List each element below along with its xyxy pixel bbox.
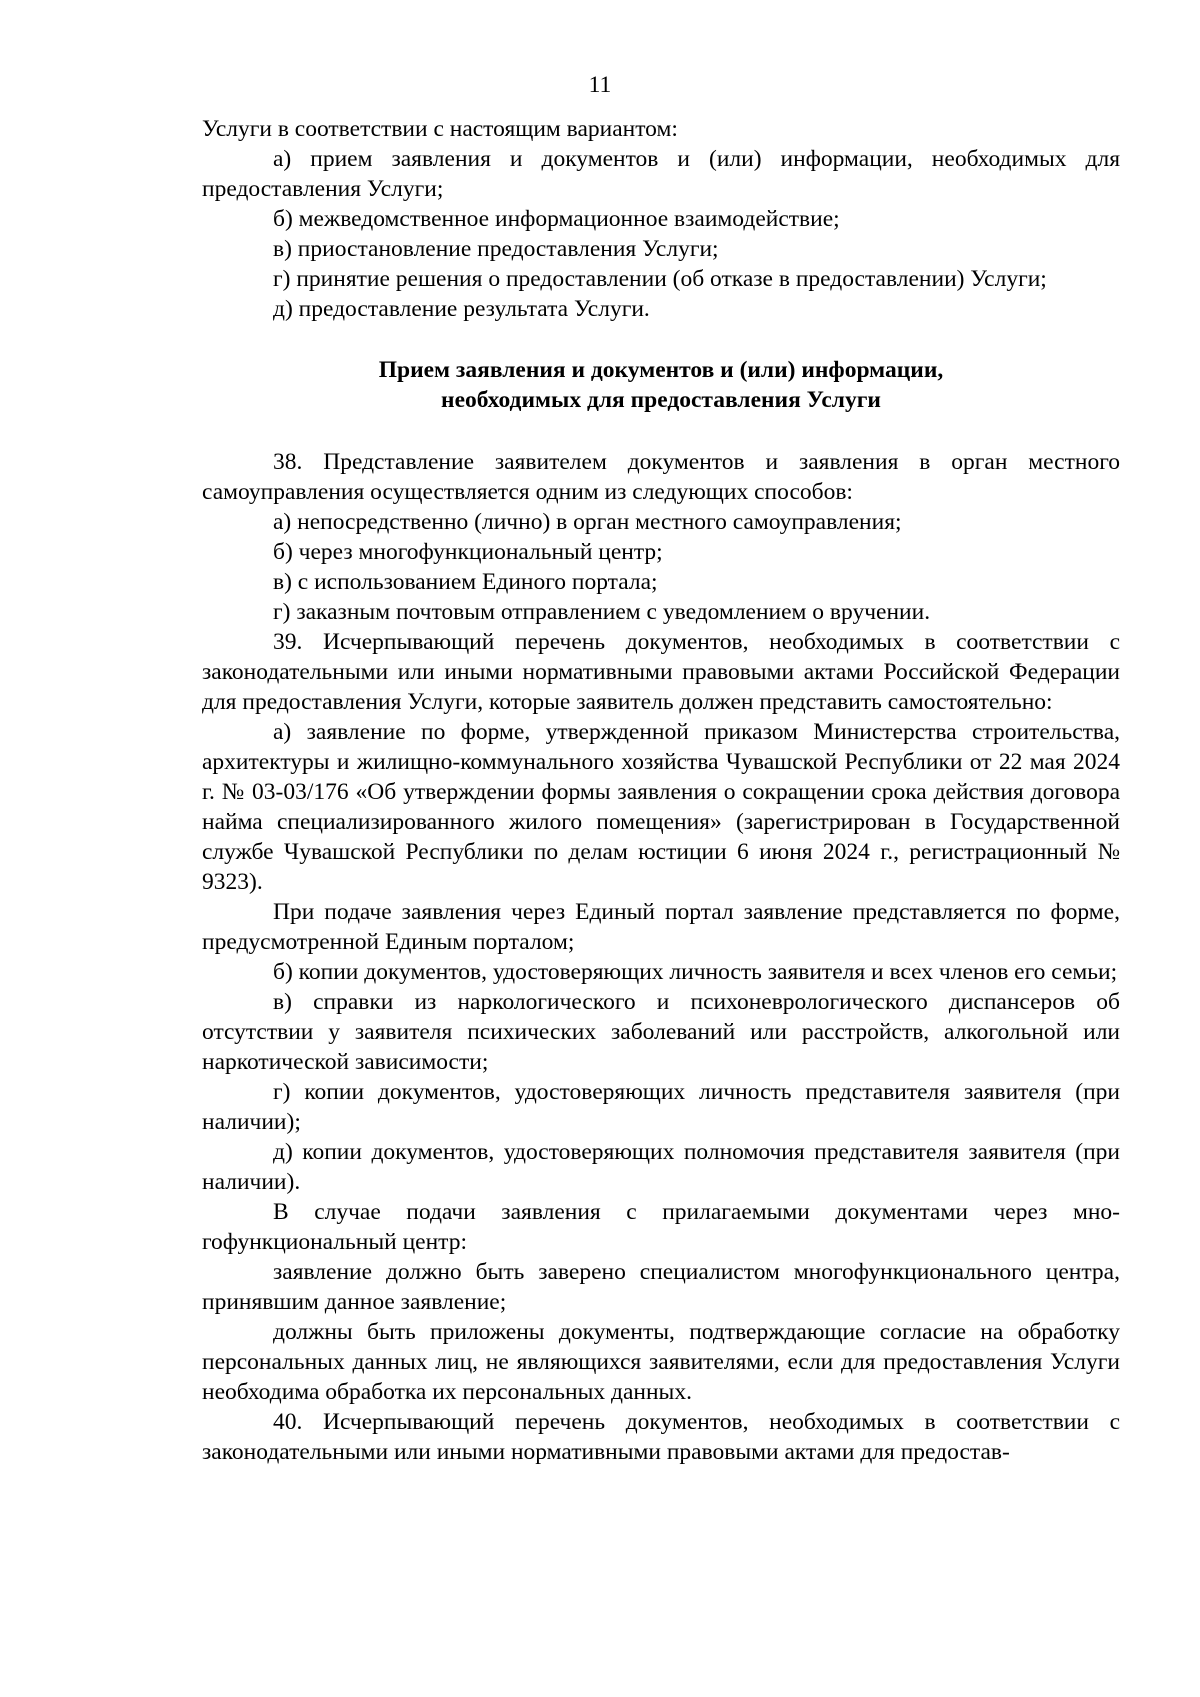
document-body (202, 114, 1120, 1467)
paragraph-38-b: б) через многофункциональный центр; (273, 539, 663, 565)
section-heading-line-2: необходимых для предоставления Услуги (441, 387, 881, 413)
paragraph-39-portal: При подаче заявления через Единый портал заявление представляется по форме, предусмотренной Единым порталом; (202, 899, 1120, 955)
list-item-g: г) принятие решения о предоставлении (об отказе в предоставлении) Услуги; (273, 266, 1047, 292)
list-item-a: а) прием заявления и документов и (или) информации, необходимых для предоставления Услуги; (202, 146, 1120, 202)
list-item-v: в) приостановление предоставления Услуги; (273, 236, 719, 262)
section-heading-line-1: Прием заявления и документов и (или) информации, (378, 357, 944, 383)
paragraph-mfc-certified: заявление должно быть заверено специалистом многофункционального центра, принявшим данное заявление; (202, 1259, 1120, 1315)
paragraph-40: 40. Исчерпывающий перечень документов, необходимых в соответствии с законодательными или иными нормативными правовыми актами для предостав- (202, 1409, 1120, 1465)
paragraph-mfc-case: В случае подачи заявления с прилагаемыми документами через многофункциональный центр: (202, 1199, 1120, 1255)
list-item-b: б) межведомственное информационное взаимодействие; (273, 206, 840, 232)
section-heading (202, 355, 1120, 415)
paragraph-39-g: г) копии документов, удостоверяющих личность представителя заявителя (при наличии); (202, 1079, 1120, 1135)
paragraph-38: 38. Представление заявителем документов и заявления в орган местного самоуправления осуществляется одним из следующих способов: (202, 449, 1120, 505)
paragraph-39-v: в) справки из наркологического и психоневрологического диспансеров об отсутствии у заявителя психических заболеваний или расстройств, алкогольной или наркотической зависимости; (202, 989, 1120, 1075)
paragraph-mfc-consent: должны быть приложены документы, подтверждающие согласие на обработку персональных данных лиц, не являющихся заявителями, если для предоставления Услуги необходима обработка их персональных данных. (202, 1319, 1120, 1405)
list-item-d: д) предоставление результата Услуги. (273, 296, 650, 322)
paragraph-39-a: а) заявление по форме, утвержденной приказом Министерства строительства, архитектуры и жилищно-коммунального хозяйства Чувашской Республики от 22 мая 2024 г. № 03-03/176 «Об утверждении формы заявления о сокращении срока действия договора найма специализированного жилого помещения» (зарегистрирован в Государственной службе Чувашской Республики по делам юстиции 6 июня 2024 г., регистрационный № 9323). (202, 719, 1120, 895)
paragraph-39-b: б) копии документов, удостоверяющих личность заявителя и всех членов его семьи; (273, 959, 1118, 985)
paragraph-39-d: д) копии документов, удостоверяющих полномочия представителя заявителя (при наличии). (202, 1139, 1120, 1195)
paragraph-38-g: г) заказным почтовым отправлением с уведомлением о вручении. (273, 599, 931, 625)
paragraph-38-v: в) с использованием Единого портала; (273, 569, 658, 595)
paragraph-intro: Услуги в соответствии с настоящим вариантом: (202, 116, 678, 142)
page-number: 11 (588, 72, 612, 98)
paragraph-38-a: а) непосредственно (лично) в орган местного самоуправления; (273, 509, 902, 535)
paragraph-39: 39. Исчерпывающий перечень документов, необходимых в соответствии с законодательными или иными нормативными правовыми актами Российской Федерации для предоставления Услуги, которые заявитель должен представить самостоятельно: (202, 629, 1120, 715)
